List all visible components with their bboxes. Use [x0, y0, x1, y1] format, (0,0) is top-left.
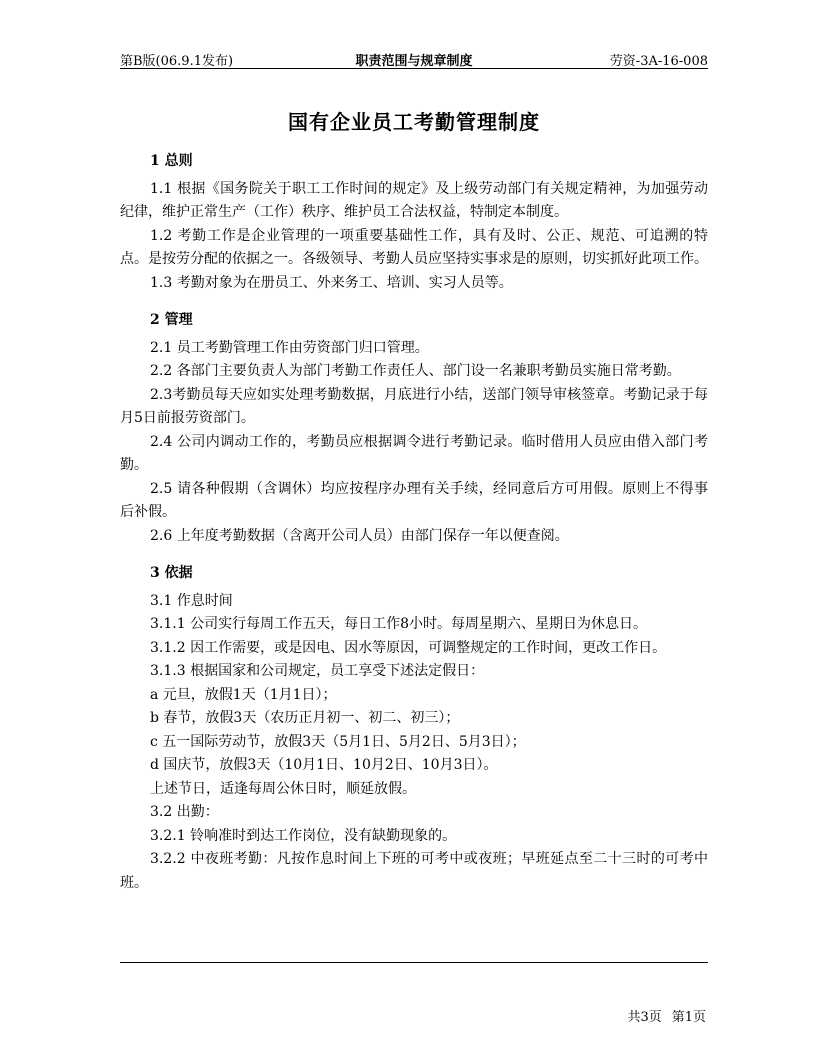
section-heading: 3 依据	[150, 565, 193, 581]
paragraph: 2.4 公司内调动工作的，考勤员应根据调令进行考勤记录。临时借用人员应由借入部门考勤。	[120, 433, 708, 473]
paragraph: 1.2 考勤工作是企业管理的一项重要基础性工作，具有及时、公正、规范、可追溯的特点。是按劳分配的依据之一。各级领导、考勤人员应坚持实事求是的原则，切实抓好此项工作。	[120, 227, 708, 267]
category-label: 职责范围与规章制度	[355, 54, 473, 69]
paragraph: 1.1 根据《国务院关于职工工作时间的规定》及上级劳动部门有关规定精神，为加强劳动纪律，维护正常生产（工作）秩序、维护员工合法权益，特制定本制度。	[120, 180, 708, 220]
paragraph: 2.3考勤员每天应如实处理考勤数据，月底进行小结，送部门领导审核签章。考勤记录于每月5日前报劳资部门。	[120, 386, 708, 426]
paragraph: 2.5 请各种假期（含调休）均应按程序办理有关手续，经同意后方可用假。原则上不得事后补假。	[120, 480, 708, 520]
paragraph: 3.2.1 铃响准时到达工作岗位，没有缺勤现象的。	[150, 827, 457, 844]
holiday-item: b 春节，放假3天（农历正月初一、初二、初三）；	[150, 710, 460, 726]
document-body	[120, 150, 708, 895]
page-header	[120, 44, 708, 69]
paragraph: 2.1 员工考勤管理工作由劳资部门归口管理。	[150, 339, 429, 356]
section-heading: 2 管理	[150, 312, 193, 328]
paragraph: 2.2 各部门主要负责人为部门考勤工作责任人、部门设一名兼职考勤员实施日常考勤。	[150, 363, 681, 379]
page-total: 共3页	[627, 1010, 662, 1025]
paragraph: 3.1.1 公司实行每周工作五天，每日工作8小时。每周星期六、星期日为休息日。	[150, 616, 647, 632]
paragraph: 3.2.2 中夜班考勤：凡按作息时间上下班的可考中或夜班；早班延点至二十三时的可考中班。	[120, 851, 708, 891]
paragraph: 上述节日，适逢每周公休日时，顺延放假。	[150, 780, 416, 797]
paragraph: 3.2 出勤：	[150, 804, 219, 820]
paragraph: 3.1.2 因工作需要，或是因电、因水等原因，可调整规定的工作时间，更改工作日。	[150, 639, 667, 656]
footer-divider	[120, 962, 708, 963]
paragraph: 2.6 上年度考勤数据（含离开公司人员）由部门保存一年以便查阅。	[150, 527, 569, 544]
page-current: 第1页	[671, 1010, 706, 1025]
document-title: 国有企业员工考勤管理制度	[288, 110, 540, 134]
version-label: 第B版(06.9.1发布)	[120, 54, 234, 69]
document-code: 劳资-3A-16-008	[609, 54, 708, 69]
section-heading: 1 总则	[150, 153, 193, 169]
holiday-item: d 国庆节，放假3天（10月1日、10月2日、10月3日）。	[150, 757, 498, 773]
page-footer	[617, 1006, 706, 1025]
paragraph: 3.1.3 根据国家和公司规定，员工享受下述法定假日：	[150, 663, 485, 679]
paragraph: 1.3 考勤对象为在册员工、外来务工、培训、实习人员等。	[150, 274, 513, 291]
holiday-item: c 五一国际劳动节，放假3天（5月1日、5月2日、5月3日）；	[150, 733, 526, 750]
paragraph: 3.1 作息时间	[150, 592, 233, 609]
holiday-item: a 元旦，放假1天（1月1日）；	[150, 686, 337, 703]
